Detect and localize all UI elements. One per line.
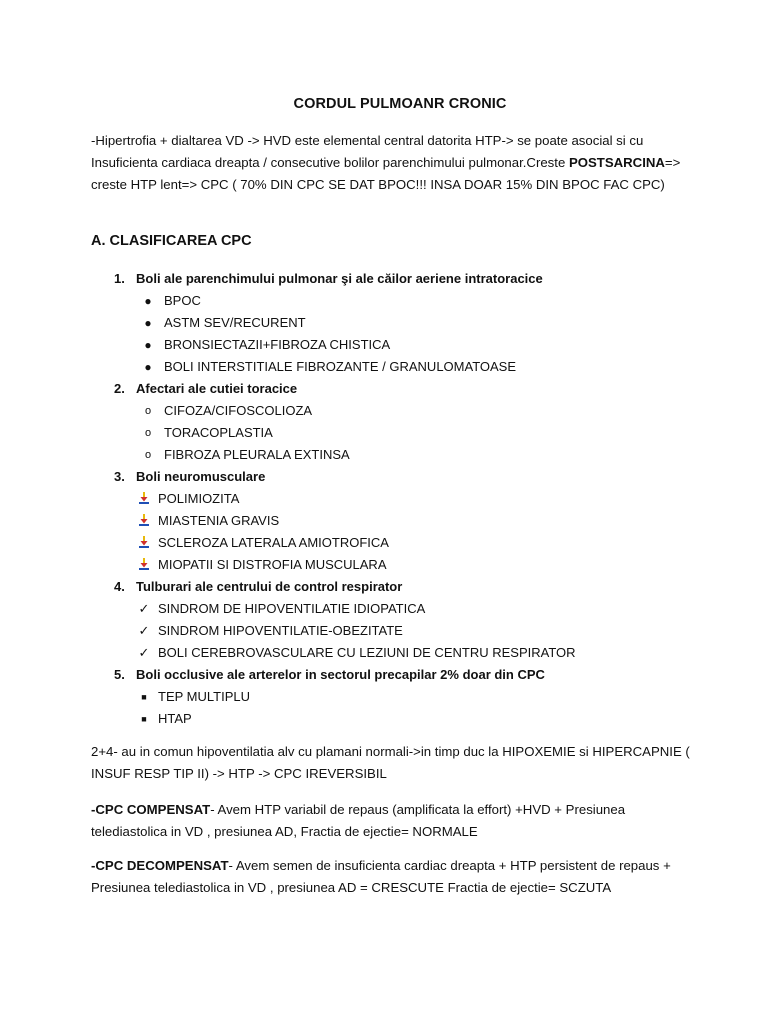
decompensat-paragraph bbox=[91, 855, 701, 899]
disc-icon: ● bbox=[144, 338, 152, 352]
disc-icon: ● bbox=[144, 360, 152, 374]
circle-icon: o bbox=[144, 449, 152, 461]
list-item-text: ASTM SEV/RECURENT bbox=[164, 315, 306, 330]
compensat-text: - Avem HTP variabil de repaus (amplificata la effort) +HVD + Presiunea telediastolica in VD , presiunea AD, Fractia de ejectie= NORMALE bbox=[91, 802, 626, 839]
list-item bbox=[0, 444, 768, 466]
circle-icon: o bbox=[144, 405, 152, 417]
checkmark-icon: ✓ bbox=[138, 601, 150, 616]
list-item-text: SCLEROZA LATERALA AMIOTROFICA bbox=[158, 535, 389, 550]
checkmark-icon: ✓ bbox=[138, 645, 150, 660]
list-item-text: MIOPATII SI DISTROFIA MUSCULARA bbox=[158, 557, 387, 572]
list-item bbox=[0, 334, 768, 356]
arrow-down-icon bbox=[136, 554, 152, 576]
list-item-text: BOLI INTERSTITIALE FIBROZANTE / GRANULOMATOASE bbox=[164, 359, 517, 374]
compensat-paragraph bbox=[91, 799, 701, 843]
category-number: 3. bbox=[114, 469, 125, 484]
list-item-text: MIASTENIA GRAVIS bbox=[158, 513, 280, 528]
decompensat-text: - Avem semen de insuficienta cardiac dreapta + HTP persistent de repaus + Presiunea telediastolica in VD , presiunea AD = CRESCUTE Fractia de ejectie= SCZUTA bbox=[91, 858, 671, 895]
list-item-text: CIFOZA/CIFOSCOLIOZA bbox=[164, 403, 313, 418]
category-number: 2. bbox=[114, 381, 125, 396]
list-item bbox=[0, 290, 768, 312]
list-item-text: BOLI CEREBROVASCULARE CU LEZIUNI DE CENTRU RESPIRATOR bbox=[158, 645, 576, 660]
category-label: Boli ale parenchimului pulmonar şi ale căilor aeriene intratoracice bbox=[136, 271, 543, 286]
list-item-text: FIBROZA PLEURALA EXTINSA bbox=[164, 447, 350, 462]
arrow-down-icon bbox=[136, 510, 152, 532]
category-heading bbox=[0, 664, 768, 686]
list-item bbox=[0, 620, 768, 642]
list-item-text: HTAP bbox=[158, 711, 192, 726]
list-item-text: BPOC bbox=[164, 293, 201, 308]
circle-icon: o bbox=[144, 427, 152, 439]
list-item bbox=[0, 422, 768, 444]
intro-paragraph bbox=[91, 130, 701, 196]
category-label: Boli neuromusculare bbox=[136, 469, 266, 484]
arrow-down-icon bbox=[136, 488, 152, 510]
category-label: Boli occlusive ale arterelor in sectorul precapilar 2% doar din CPC bbox=[136, 667, 545, 682]
list-item bbox=[0, 686, 768, 708]
checkmark-icon: ✓ bbox=[138, 623, 150, 638]
list-item-text: SINDROM DE HIPOVENTILATIE IDIOPATICA bbox=[158, 601, 426, 616]
intro-text-part1: -Hipertrofia + dialtarea VD -> HVD este elemental central datorita HTP-> se poate asocial si cu Insuficienta cardiaca dreapta / consecutive bolilor parenchimului pulmonar.Creste bbox=[91, 133, 644, 170]
compensat-label: -CPC COMPENSAT bbox=[91, 802, 211, 817]
square-icon: ■ bbox=[141, 714, 147, 724]
list-item bbox=[0, 356, 768, 378]
category-heading bbox=[0, 466, 768, 488]
list-item bbox=[0, 488, 768, 510]
category-heading bbox=[0, 576, 768, 598]
decompensat-label: -CPC DECOMPENSAT bbox=[91, 858, 229, 873]
category-number: 1. bbox=[114, 271, 125, 286]
note-paragraph: 2+4- au in comun hipoventilatia alv cu plamani normali->in timp duc la HIPOXEMIE si HIPERCAPNIE ( INSUF RESP TIP II) -> HTP -> CPC IREVERSIBIL bbox=[91, 744, 690, 781]
list-item-text: BRONSIECTAZII+FIBROZA CHISTICA bbox=[164, 337, 391, 352]
disc-icon: ● bbox=[144, 294, 152, 308]
list-item bbox=[0, 642, 768, 664]
category-number: 5. bbox=[114, 667, 125, 682]
intro-text-part2: => creste HTP lent=> CPC ( 70% DIN CPC SE DAT BPOC!!! INSA DOAR 15% DIN BPOC FAC CPC) bbox=[91, 155, 681, 192]
disc-icon: ● bbox=[144, 316, 152, 330]
category-heading bbox=[0, 268, 768, 290]
list-item bbox=[0, 708, 768, 730]
arrow-down-icon bbox=[136, 532, 152, 554]
list-item-text: SINDROM HIPOVENTILATIE-OBEZITATE bbox=[158, 623, 403, 638]
category-label: Afectari ale cutiei toracice bbox=[136, 381, 298, 396]
square-icon: ■ bbox=[141, 692, 147, 702]
list-item bbox=[0, 598, 768, 620]
list-item bbox=[0, 312, 768, 334]
list-item bbox=[0, 510, 768, 532]
list-item-text: TEP MULTIPLU bbox=[158, 689, 250, 704]
list-item bbox=[0, 532, 768, 554]
category-heading bbox=[0, 378, 768, 400]
list-item bbox=[0, 554, 768, 576]
list-item-text: POLIMIOZITA bbox=[158, 491, 240, 506]
list-item bbox=[0, 400, 768, 422]
category-label: Tulburari ale centrului de control respirator bbox=[136, 579, 403, 594]
intro-bold-term: POSTSARCINA bbox=[568, 155, 665, 170]
section-heading: A. CLASIFICAREA CPC bbox=[91, 233, 252, 249]
list-item-text: TORACOPLASTIA bbox=[164, 425, 273, 440]
classification-list bbox=[0, 268, 768, 730]
page-title: CORDUL PULMOANR CRONIC bbox=[293, 96, 507, 112]
category-number: 4. bbox=[114, 579, 125, 594]
